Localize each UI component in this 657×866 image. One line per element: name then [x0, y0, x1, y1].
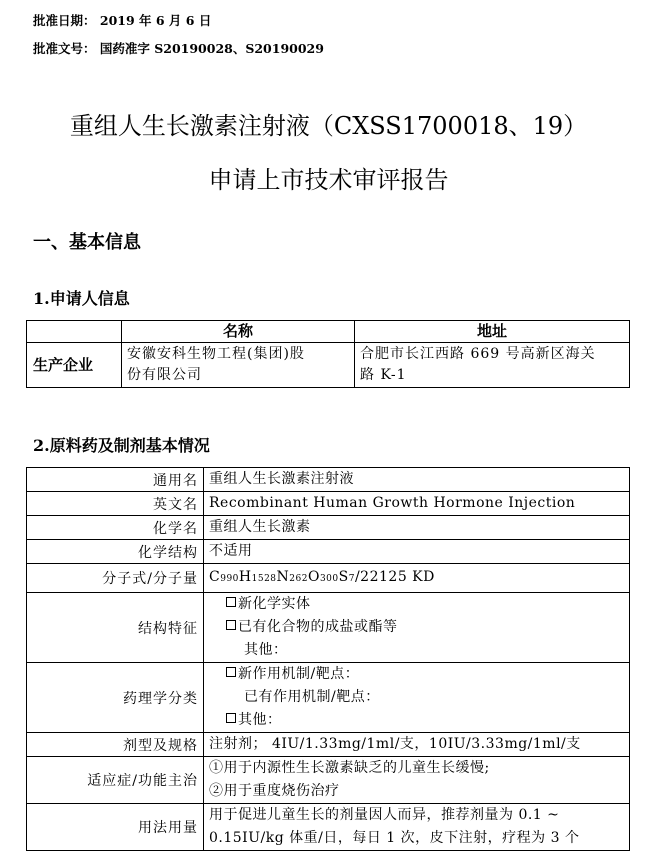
option-label: 已有化合物的成盐或酯等	[238, 619, 398, 635]
chemical-name-label: 化学名	[27, 516, 204, 540]
formula-subscript: 990	[220, 573, 239, 584]
generic-name-value: 重组人生长激素注射液	[204, 468, 630, 492]
table-row	[27, 516, 630, 540]
structure-feature-label: 结构特征	[27, 593, 204, 663]
table-row	[27, 733, 630, 757]
subsection-heading-drug-info: 2.原料药及制剂基本情况	[33, 436, 210, 455]
usage-line: 用于促进儿童生长的剂量因人而异，推荐剂量为 0.1 ~	[209, 807, 560, 823]
company-name-cell	[122, 343, 355, 388]
chemical-name-value: 重组人生长激素	[204, 516, 630, 540]
pharmacology-options	[204, 663, 630, 733]
option-label: 其他：	[244, 642, 288, 658]
approval-date-line	[33, 11, 211, 29]
applicant-row	[27, 343, 630, 388]
table-row	[27, 663, 630, 733]
checkbox-option	[226, 616, 629, 639]
option-label: 已有作用机制/靶点：	[244, 689, 380, 705]
table-row	[27, 757, 630, 804]
formula-element: C	[209, 568, 221, 585]
option-label: 其他：	[238, 712, 282, 728]
indication-line: ①用于内源性生长激素缺乏的儿童生长缓慢;	[209, 760, 490, 776]
approval-number: 国药准字 S20190028、S20190029	[99, 41, 324, 56]
english-name-label: 英文名	[27, 492, 204, 516]
table-row	[27, 564, 630, 593]
indication-line: ②用于重度烧伤治疗	[209, 783, 340, 799]
formula-element: O	[307, 568, 320, 585]
company-name-line: 安徽安科生物工程(集团)股	[127, 346, 305, 362]
checkbox-icon	[226, 620, 236, 630]
formula-subscript: 7	[348, 573, 355, 584]
company-address-line: 合肥市长江西路 669 号高新区海关	[360, 346, 596, 362]
col-header-address: 地址	[355, 321, 630, 343]
english-name-value: Recombinant Human Growth Hormone Injection	[204, 492, 630, 516]
plain-option	[226, 686, 629, 709]
formula-element: H	[238, 568, 252, 585]
formula-subscript: 1528	[251, 573, 277, 584]
table-row	[27, 593, 630, 663]
company-address-cell	[355, 343, 630, 388]
formula-subscript: 300	[319, 573, 339, 584]
checkbox-icon	[226, 667, 236, 677]
usage-line: 0.15IU/kg 体重/日，每日 1 次，皮下注射，疗程为 3 个	[209, 830, 580, 846]
checkbox-icon	[226, 713, 236, 723]
option-label: 新化学实体	[238, 596, 311, 612]
formula-element: N	[276, 568, 290, 585]
formula-element: S	[338, 568, 349, 585]
approval-number-label: 批准文号：	[33, 41, 96, 56]
document-subtitle: 申请上市技术审评报告	[208, 166, 449, 194]
formula-value	[204, 564, 630, 593]
chemical-structure-value: 不适用	[204, 540, 630, 564]
checkbox-icon	[226, 597, 236, 607]
checkbox-option	[226, 663, 629, 686]
company-address-line: 路 K-1	[360, 367, 407, 383]
approval-date: 2019 年 6 月 6 日	[99, 13, 212, 28]
document-title: 重组人生长激素注射液（CXSS1700018、19）	[69, 112, 588, 140]
generic-name-label: 通用名	[27, 468, 204, 492]
formula-subscript: 262	[289, 573, 308, 584]
approval-number-line	[33, 39, 324, 57]
drug-info-table	[26, 467, 630, 851]
dosage-form-value: 注射剂； 4IU/1.33mg/1ml/支，10IU/3.33mg/1ml/支	[204, 733, 630, 757]
usage-value	[204, 804, 630, 851]
table-row	[27, 540, 630, 564]
checkbox-option	[226, 709, 629, 732]
indication-value	[204, 757, 630, 804]
table-row	[27, 492, 630, 516]
row-label-manufacturer: 生产企业	[27, 343, 122, 388]
applicant-table	[26, 320, 630, 388]
usage-label: 用法用量	[27, 804, 204, 851]
applicant-table-header	[27, 321, 630, 343]
company-name-line: 份有限公司	[127, 367, 202, 383]
indication-label: 适应症/功能主治	[27, 757, 204, 804]
chemical-structure-label: 化学结构	[27, 540, 204, 564]
checkbox-option	[226, 593, 629, 616]
section-heading-basic-info: 一、基本信息	[33, 232, 141, 253]
approval-date-label: 批准日期：	[33, 13, 96, 28]
option-label: 新作用机制/靶点：	[238, 666, 360, 682]
table-row	[27, 468, 630, 492]
formula-label: 分子式/分子量	[27, 564, 204, 593]
plain-option	[226, 639, 629, 662]
empty-header-cell	[27, 321, 122, 343]
dosage-form-label: 剂型及规格	[27, 733, 204, 757]
table-row	[27, 804, 630, 851]
structure-feature-options	[204, 593, 630, 663]
col-header-name: 名称	[122, 321, 355, 343]
subsection-heading-applicant: 1.申请人信息	[33, 289, 130, 308]
molecular-weight: /22125 KD	[354, 568, 435, 585]
pharmacology-label: 药理学分类	[27, 663, 204, 733]
